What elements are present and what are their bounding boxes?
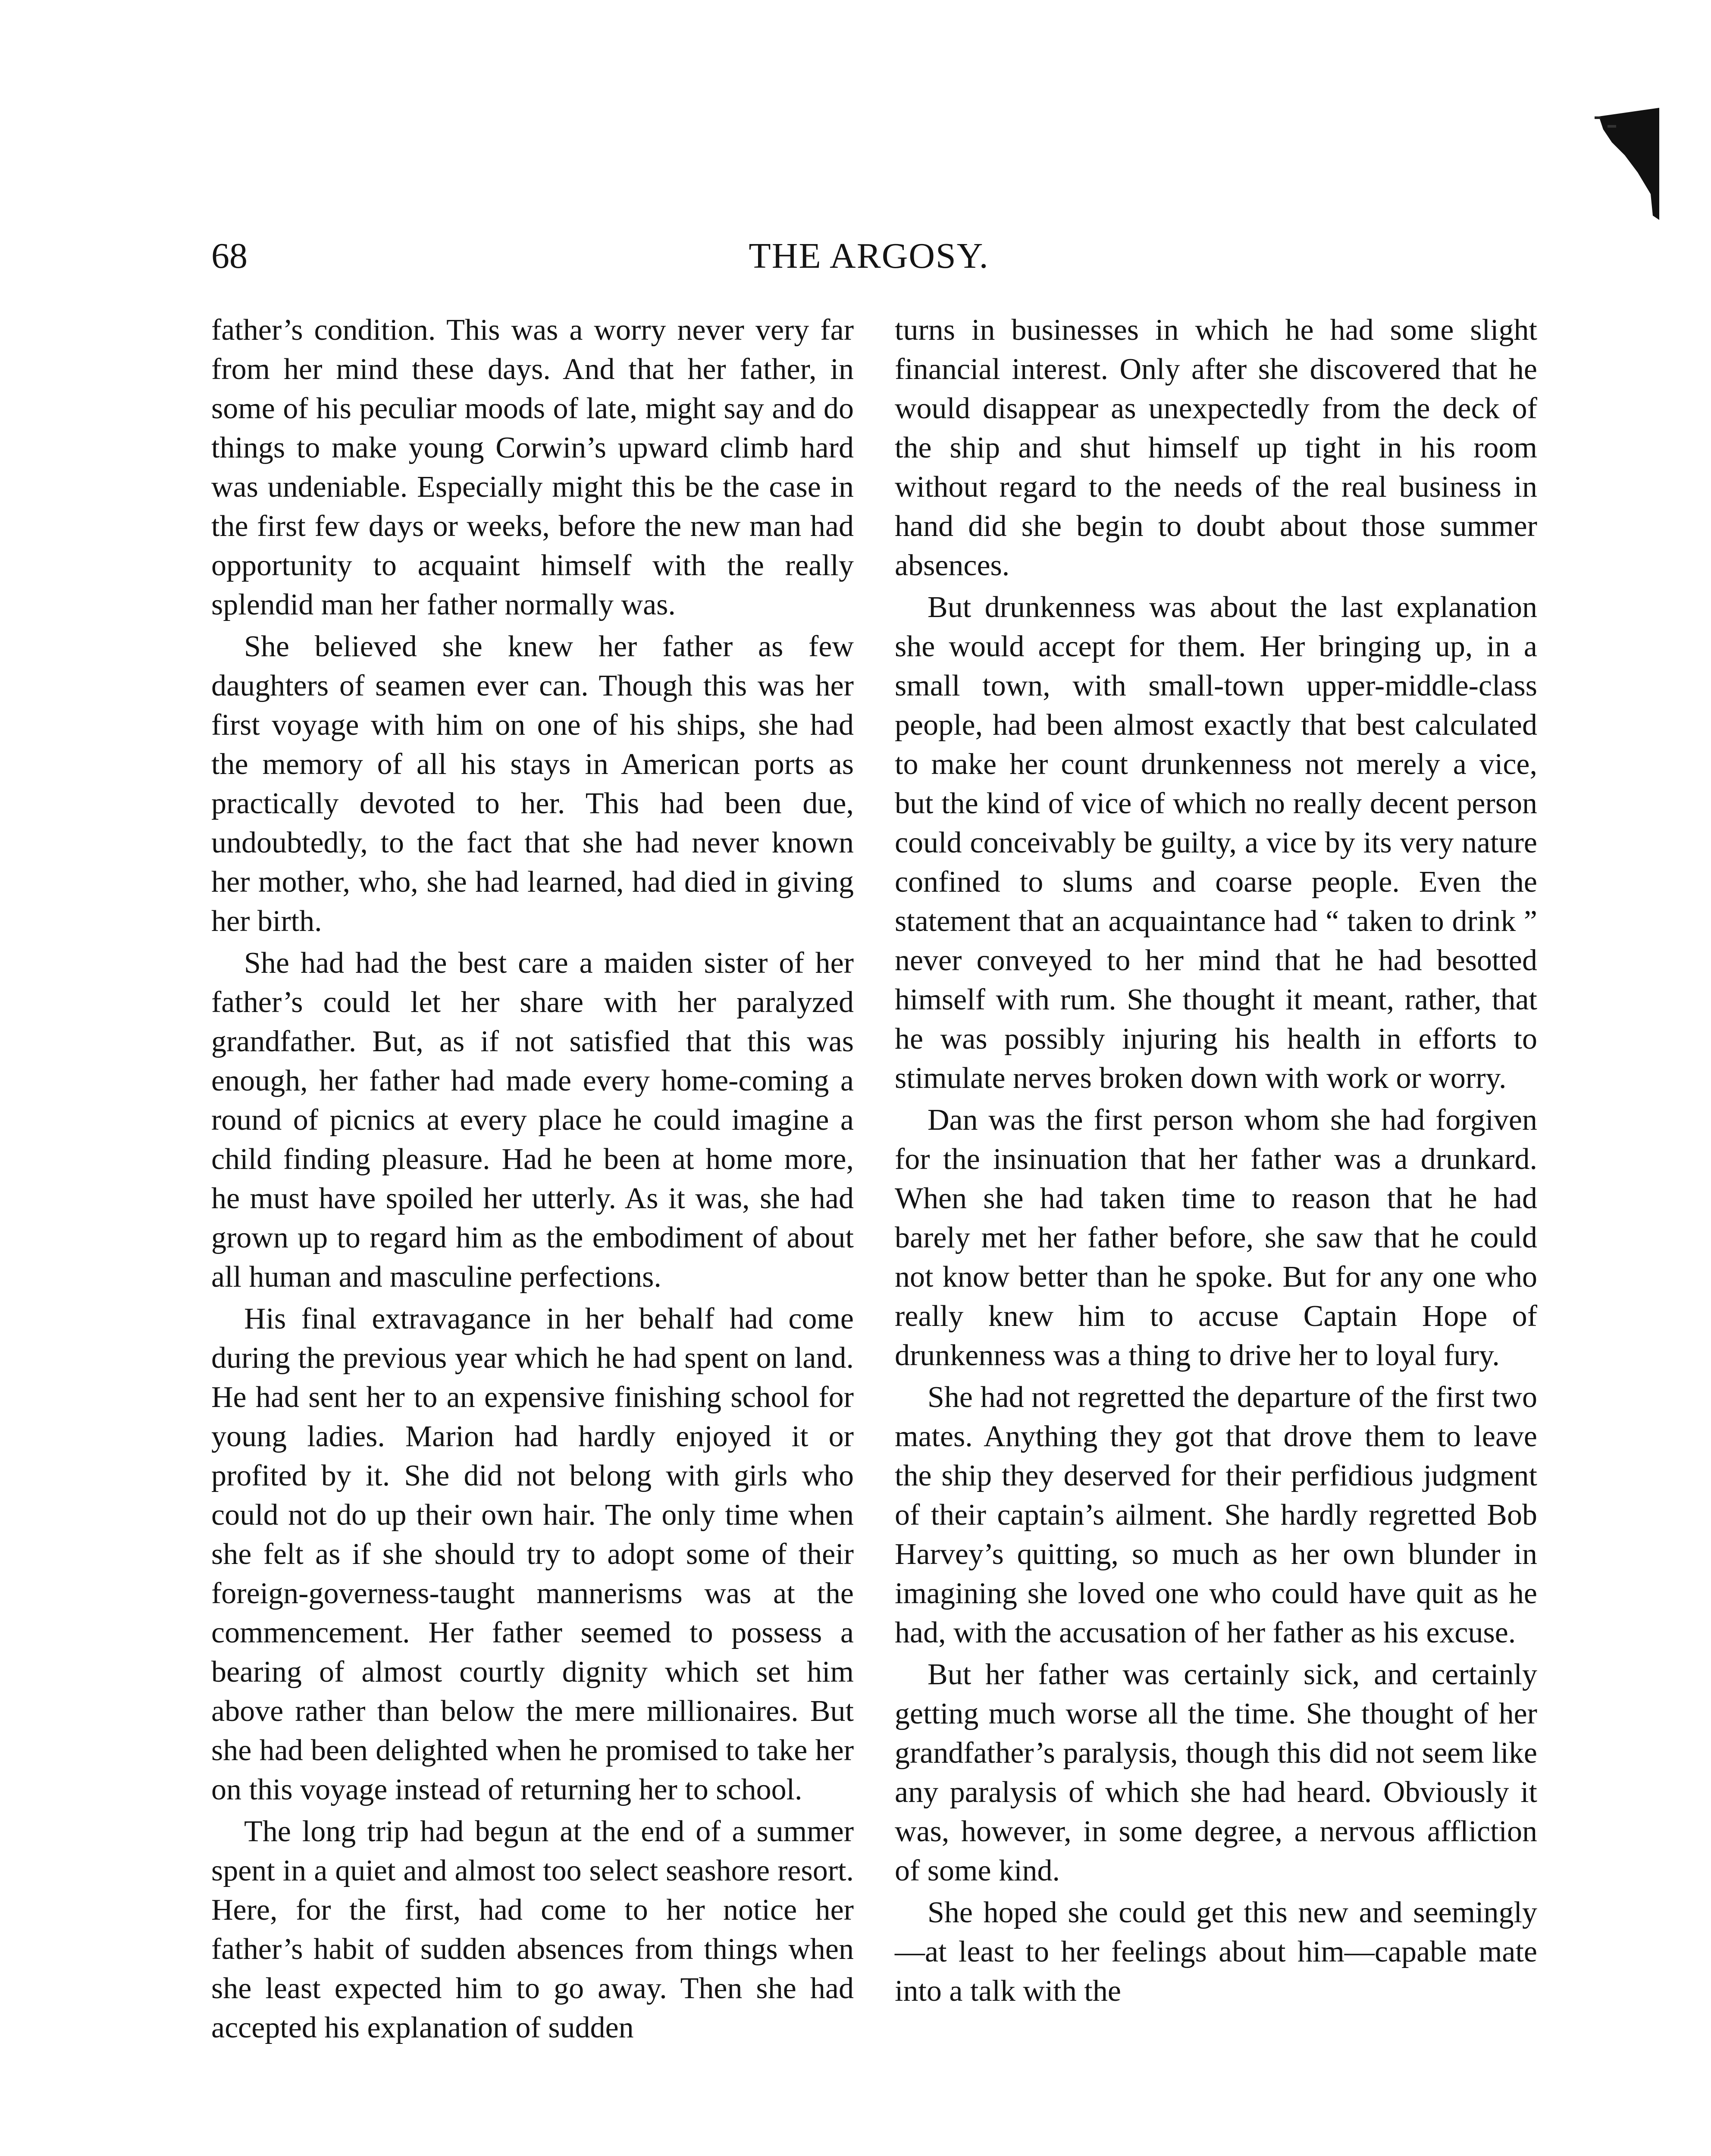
paragraph: She had not regretted the departure of the first two mates. Anything they got that drove them to leave the ship they deserved for their perfidious judgment of their captain’s ailment. She hardly regretted Bob Harvey’s quitting, so much as her own blunder in imagining she loved one who could have quit as he had, with the accusation of her father as his excuse. <box>895 1381 1537 1649</box>
right-column <box>895 310 1537 2011</box>
paragraph: The long trip had begun at the end of a summer spent in a quiet and almost too select seashore resort. Here, for the first, had come to her notice her father’s habit of sudden absences from things when she least expected him to go away. Then she had accepted his explanation of sudden <box>211 1815 854 2044</box>
paragraph: father’s condition. This was a worry never very far from her mind these days. And that her father, in some of his peculiar moods of late, might say and do things to make young Corwin’s upward climb hard was undeniable. Especially might this be the case in the first few days or weeks, before the new man had opportunity to acquaint himself with the really splendid man her father normally was. <box>211 313 854 621</box>
paragraph: But drunkenness was about the last explanation she would accept for them. Her bringing up, in a small town, with small-town upper-middle-class people, had been almost exactly that best calculated to make her count drunkenness not merely a vice, but the kind of vice of which no really decent person could conceivably be guilty, a vice by its very nature confined to slums and coarse people. Even the statement that an acquaintance had “ taken to drink ” never conveyed to her mind that he had besotted himself with rum. She thought it meant, rather, that he was possibly injuring his health in efforts to stimulate nerves broken down with work or worry. <box>895 591 1537 1095</box>
paragraph: She believed she knew her father as few daughters of seamen ever can. Though this was her first voyage with him on one of his ships, she had the memory of all his stays in American ports as practically devoted to her. This had been due, undoubtedly, to the fact that she had never known her mother, who, she had learned, had died in giving her birth. <box>211 630 854 938</box>
paragraph: turns in businesses in which he had some slight financial interest. Only after she discovered that he would disappear as unexpectedly from the deck of the ship and shut himself up tight in his room without regard to the needs of the real business in hand did she begin to doubt about those summer absences. <box>895 313 1537 582</box>
torn-corner-mark <box>1595 108 1659 220</box>
paragraph: She hoped she could get this new and seemingly—at least to her feelings about him—capable mate into a talk with the <box>895 1896 1537 2008</box>
paragraph: His final extravagance in her behalf had come during the previous year which he had spent on land. He had sent her to an expensive finishing school for young ladies. Marion had hardly enjoyed it or profited by it. She did not belong with girls who could not do up their own hair. The only time when she felt as if she should try to adopt some of their foreign-governess-taught mannerisms was at the commencement. Her father seemed to possess a bearing of almost courtly dignity which set him above rather than below the mere millionaires. But she had been delighted when he promised to take her on this voyage instead of returning her to school. <box>211 1302 854 1806</box>
page-header <box>211 235 1526 282</box>
magazine-title: THE ARGOSY. <box>749 236 989 276</box>
page-number: 68 <box>211 236 248 276</box>
paragraph: Dan was the first person whom she had forgiven for the insinuation that her father was a drunkard. When she had taken time to reason that he had barely met her father before, she saw that he could not know better than he spoke. But for any one who really knew him to accuse Captain Hope of drunkenness was a thing to drive her to loyal fury. <box>895 1103 1537 1372</box>
paragraph: But her father was certainly sick, and certainly getting much worse all the time. She thought of her grandfather’s paralysis, though this did not seem like any paralysis of which she had heard. Obviously it was, however, in some degree, a nervous affliction of some kind. <box>895 1658 1537 1887</box>
left-column <box>211 310 854 2047</box>
paragraph: She had had the best care a maiden sister of her father’s could let her share with her paralyzed grandfather. But, as if not satisfied that this was enough, her father had made every home-coming a round of picnics at every place he could imagine a child finding pleasure. Had he been at home more, he must have spoiled her utterly. As it was, she had grown up to regard him as the embodiment of about all human and masculine perfections. <box>211 946 854 1294</box>
